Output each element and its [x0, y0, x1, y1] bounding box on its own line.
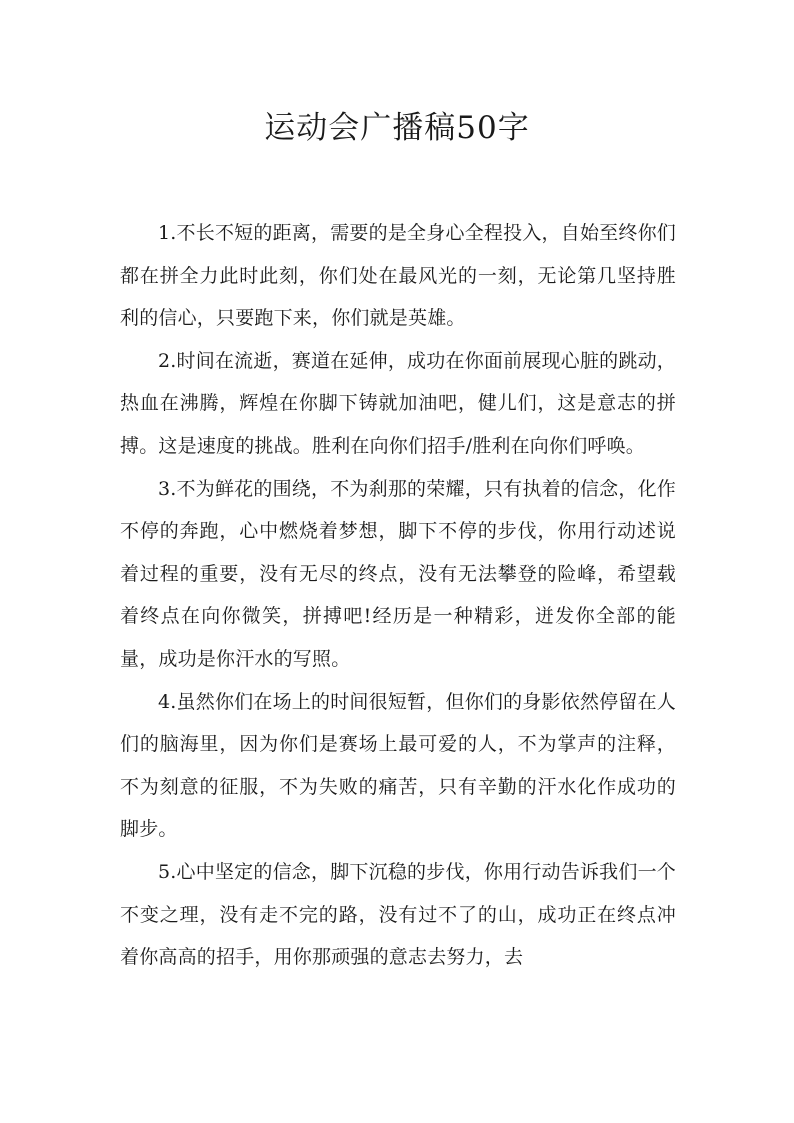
paragraph-4: 4.虽然你们在场上的时间很短暂，但你们的身影依然停留在人们的脑海里，因为你们是赛场上最可爱的人，不为掌声的注释，不为刻意的征服，不为失败的痛苦，只有辛勤的汗水化作成功的脚步。 [120, 690, 676, 841]
paragraph-5: 5.心中坚定的信念，脚下沉稳的步伐，你用行动告诉我们一个不变之理，没有走不完的路，没有过不了的山，成功正在终点冲着你高高的招手，用你那顽强的意志去努力，去 [120, 860, 676, 969]
document-title: 运动会广播稿50字 [264, 110, 530, 146]
document-body [120, 212, 676, 979]
paragraph-2: 2.时间在流逝，赛道在延伸，成功在你面前展现心脏的跳动，热血在沸腾，辉煌在你脚下铸就加油吧，健儿们，这是意志的拼搏。这是速度的挑战。胜利在向你们招手/胜利在向你们呼唤。 [120, 349, 676, 457]
paragraph-1: 1.不长不短的距离，需要的是全身心全程投入，自始至终你们都在拼全力此时此刻，你们处在最风光的一刻，无论第几坚持胜利的信心，只要跑下来，你们就是英雄。 [120, 222, 676, 330]
paragraph-3: 3.不为鲜花的围绕，不为刹那的荣耀，只有执着的信念，化作不停的奔跑，心中燃烧着梦想，脚下不停的步伐，你用行动述说着过程的重要，没有无尽的终点，没有无法攀登的险峰，希望载着终点在向你微笑，拼搏吧!经历是一种精彩，迸发你全部的能量，成功是你汗水的写照。 [120, 477, 676, 670]
